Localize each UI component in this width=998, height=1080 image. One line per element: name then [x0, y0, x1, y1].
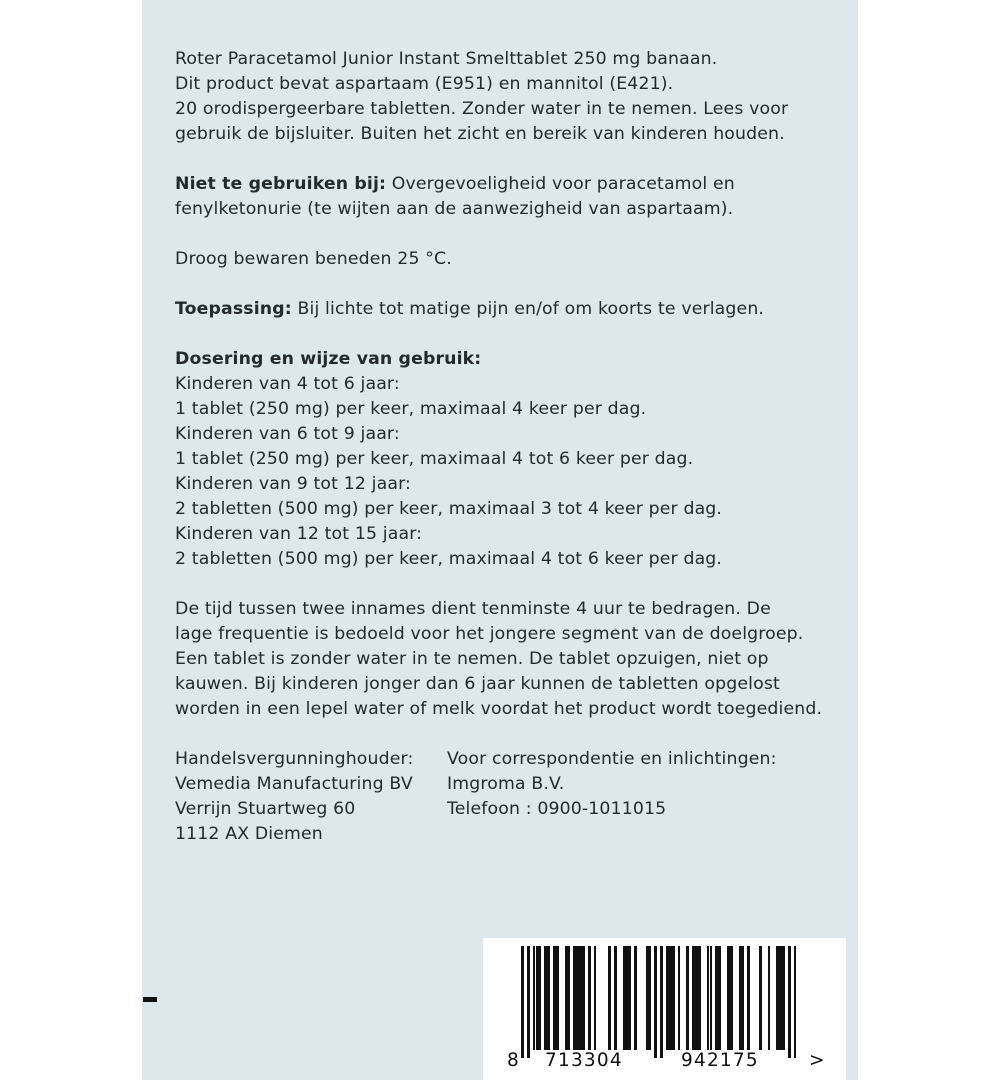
- license-holder-city: 1112 AX Diemen: [175, 824, 323, 844]
- barcode-bar: [710, 946, 713, 1050]
- application-section: [175, 297, 835, 322]
- dosage-line: 2 tabletten (500 mg) per keer, maximaal 4 tot 6 keer per dag.: [175, 549, 723, 569]
- barcode-bar: [634, 946, 637, 1050]
- barcode-bar: [788, 946, 791, 1058]
- barcode-bars: [521, 946, 793, 1058]
- barcode-bar: [768, 946, 771, 1050]
- dosage-line: 2 tabletten (500 mg) per keer, maximaal 3 tot 4 keer per dag.: [175, 499, 723, 519]
- contraindication-section: [175, 172, 835, 222]
- barcode-bar: [672, 946, 675, 1050]
- dosage-heading: [175, 347, 835, 372]
- license-holder-label: Handelsvergunninghouder:: [175, 749, 414, 769]
- barcode-first-digit: 8: [507, 1050, 519, 1071]
- barcode-left-group: 713304: [545, 1050, 623, 1071]
- barcode-right-group: 942175: [681, 1050, 759, 1071]
- contraindication-label: Niet te gebruiken bij:: [175, 174, 387, 194]
- contact-name: Imgroma B.V.: [447, 774, 565, 794]
- company-section: [175, 747, 835, 847]
- usage-notes-section: [175, 597, 835, 722]
- usage-note-line: worden in een lepel water of melk voordat het product wordt toegediend.: [175, 699, 823, 719]
- license-holder: [175, 747, 413, 847]
- dosage-line: Kinderen van 4 tot 6 jaar:: [175, 374, 400, 394]
- application-line: [175, 297, 835, 322]
- barcode-digits: [507, 1050, 827, 1076]
- barcode-bar: [741, 946, 744, 1050]
- barcode-bar: [588, 946, 591, 1050]
- barcode-bar: [547, 946, 550, 1050]
- barcode-bar: [759, 946, 762, 1050]
- dosage-line: Kinderen van 9 tot 12 jaar:: [175, 474, 411, 494]
- dosage-line: Kinderen van 6 tot 9 jaar:: [175, 424, 400, 444]
- barcode-bar: [718, 946, 721, 1050]
- dosage-line: 1 tablet (250 mg) per keer, maximaal 4 keer per dag.: [175, 399, 647, 419]
- barcode-bar: [794, 946, 797, 1058]
- contact-phone: Telefoon : 0900-1011015: [447, 799, 667, 819]
- barcode-bar: [698, 946, 701, 1050]
- barcode-bar: [782, 946, 785, 1050]
- barcode-bar: [678, 946, 681, 1050]
- barcode-end-mark: >: [809, 1050, 825, 1071]
- barcode-bar: [730, 946, 733, 1050]
- intro-section: [175, 47, 835, 147]
- license-holder-name: Vemedia Manufacturing BV: [175, 774, 413, 794]
- dosage-section: [175, 347, 835, 572]
- barcode-bar: [649, 946, 652, 1050]
- barcode-bar: [654, 946, 657, 1058]
- usage-note-line: lage frequentie is bedoeld voor het jongere segment van de doelgroep.: [175, 624, 804, 644]
- correspondence-contact: [447, 747, 777, 822]
- barcode-bar: [660, 946, 663, 1058]
- usage-note-line: Een tablet is zonder water in te nemen. De tablet opzuigen, niet op: [175, 649, 769, 669]
- dosage-line: 1 tablet (250 mg) per keer, maximaal 4 tot 6 keer per dag.: [175, 449, 694, 469]
- barcode-bar: [747, 946, 750, 1050]
- intro-line-2: Dit product bevat aspartaam (E951) en mannitol (E421).: [175, 74, 674, 94]
- barcode-bar: [527, 946, 530, 1058]
- usage-note-line: De tijd tussen twee innames dient tenminste 4 uur te bedragen. De: [175, 599, 771, 619]
- usage-note-line: kauwen. Bij kinderen jonger dan 6 jaar kunnen de tabletten opgelost: [175, 674, 780, 694]
- barcode-bar: [686, 946, 689, 1050]
- edge-mark: [143, 997, 157, 1002]
- contraindication-line-2: fenylketonurie (te wijten aan de aanwezigheid van aspartaam).: [175, 199, 734, 219]
- barcode-bar: [628, 946, 631, 1050]
- barcode-bar: [556, 946, 559, 1050]
- barcode: [483, 938, 846, 1080]
- barcode-bar: [521, 946, 524, 1058]
- barcode-bar: [582, 946, 585, 1050]
- intro-line-1: Roter Paracetamol Junior Instant Smelttablet 250 mg banaan.: [175, 49, 718, 69]
- contraindication-line-1: [175, 172, 835, 197]
- license-holder-street: Verrijn Stuartweg 60: [175, 799, 356, 819]
- storage-section: [175, 247, 835, 272]
- application-label: Toepassing:: [175, 299, 292, 319]
- barcode-bar: [608, 946, 611, 1050]
- barcode-bar: [538, 946, 541, 1050]
- contraindication-text-1: Overgevoeligheid voor paracetamol en: [386, 174, 735, 194]
- storage-text: Droog bewaren beneden 25 °C.: [175, 249, 452, 269]
- application-text: Bij lichte tot matige pijn en/of om koorts te verlagen.: [291, 299, 765, 319]
- contact-label: Voor correspondentie en inlichtingen:: [447, 749, 777, 769]
- barcode-bar: [567, 946, 570, 1050]
- dosage-heading-text: Dosering en wijze van gebruik:: [175, 349, 482, 369]
- intro-line-4: gebruik de bijsluiter. Buiten het zicht en bereik van kinderen houden.: [175, 124, 785, 144]
- barcode-bar: [594, 946, 597, 1050]
- dosage-line: Kinderen van 12 tot 15 jaar:: [175, 524, 423, 544]
- intro-line-3: 20 orodispergeerbare tabletten. Zonder water in te nemen. Lees voor: [175, 99, 789, 119]
- barcode-bar: [614, 946, 617, 1050]
